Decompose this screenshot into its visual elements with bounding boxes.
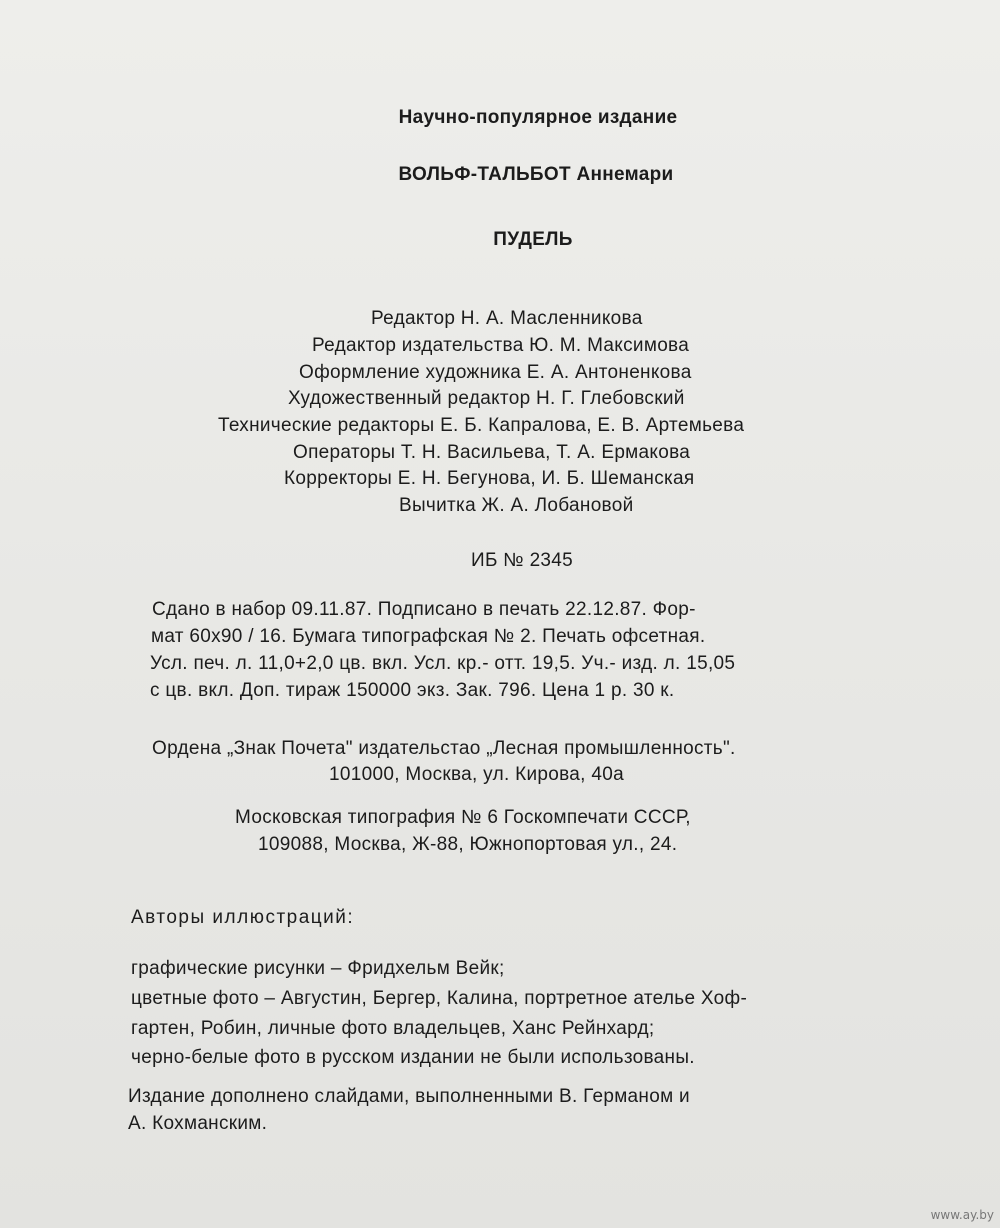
credit-line: Вычитка Ж. А. Лобановой (399, 495, 634, 516)
printer-line: 109088, Москва, Ж-88, Южнопортовая ул., 24. (258, 834, 678, 855)
credit-line: Художественный редактор Н. Г. Глебовский (288, 388, 685, 409)
publisher-line: Ордена „Знак Почета" издательстао „Лесная промышленность". (152, 738, 736, 759)
publisher-line: 101000, Москва, ул. Кирова, 40а (329, 764, 624, 785)
printer-line: Московская типография № 6 Госкомпечати СССР, (235, 807, 691, 828)
book-author: ВОЛЬФ-ТАЛЬБОТ Аннемари (398, 164, 674, 185)
imprint-line: Усл. печ. л. 11,0+2,0 цв. вкл. Усл. кр.- отт. 19,5. Уч.- изд. л. 15,05 (150, 653, 736, 674)
site-watermark: www.ay.by (930, 1208, 994, 1222)
imprint-line: мат 60x90 / 16. Бумага типографская № 2. Печать офсетная. (151, 626, 706, 647)
supplement-line: Издание дополнено слайдами, выполненными В. Германом и (128, 1086, 690, 1107)
credit-line: Редактор Н. А. Масленникова (371, 308, 643, 329)
illustrations-line: гартен, Робин, личные фото владельцев, Ханс Рейнхард; (131, 1018, 655, 1039)
book-title: ПУДЕЛЬ (493, 229, 573, 250)
ib-number: ИБ № 2345 (471, 550, 574, 571)
illustrations-line: цветные фото – Августин, Бергер, Калина, портретное ателье Хоф- (131, 988, 748, 1009)
credit-line: Редактор издательства Ю. М. Максимова (312, 335, 690, 356)
illustrations-line: черно-белые фото в русском издании не были использованы. (131, 1047, 695, 1068)
credit-line: Корректоры Е. Н. Бегунова, И. Б. Шеманская (284, 468, 695, 489)
illustrations-line: графические рисунки – Фридхельм Вейк; (131, 958, 505, 979)
imprint-line: Сдано в набор 09.11.87. Подписано в печать 22.12.87. Фор- (152, 599, 696, 620)
edition-type: Научно-популярное издание (398, 107, 678, 128)
imprint-line: с цв. вкл. Доп. тираж 150000 экз. Зак. 796. Цена 1 р. 30 к. (150, 680, 675, 701)
credit-line: Технические редакторы Е. Б. Капралова, Е. В. Артемьева (218, 415, 745, 436)
credit-line: Оформление художника Е. А. Антоненкова (299, 362, 692, 383)
supplement-line: А. Кохманским. (128, 1113, 268, 1134)
illustrations-heading: Авторы иллюстраций: (131, 907, 355, 928)
credit-line: Операторы Т. Н. Васильева, Т. А. Ермакова (293, 442, 691, 463)
